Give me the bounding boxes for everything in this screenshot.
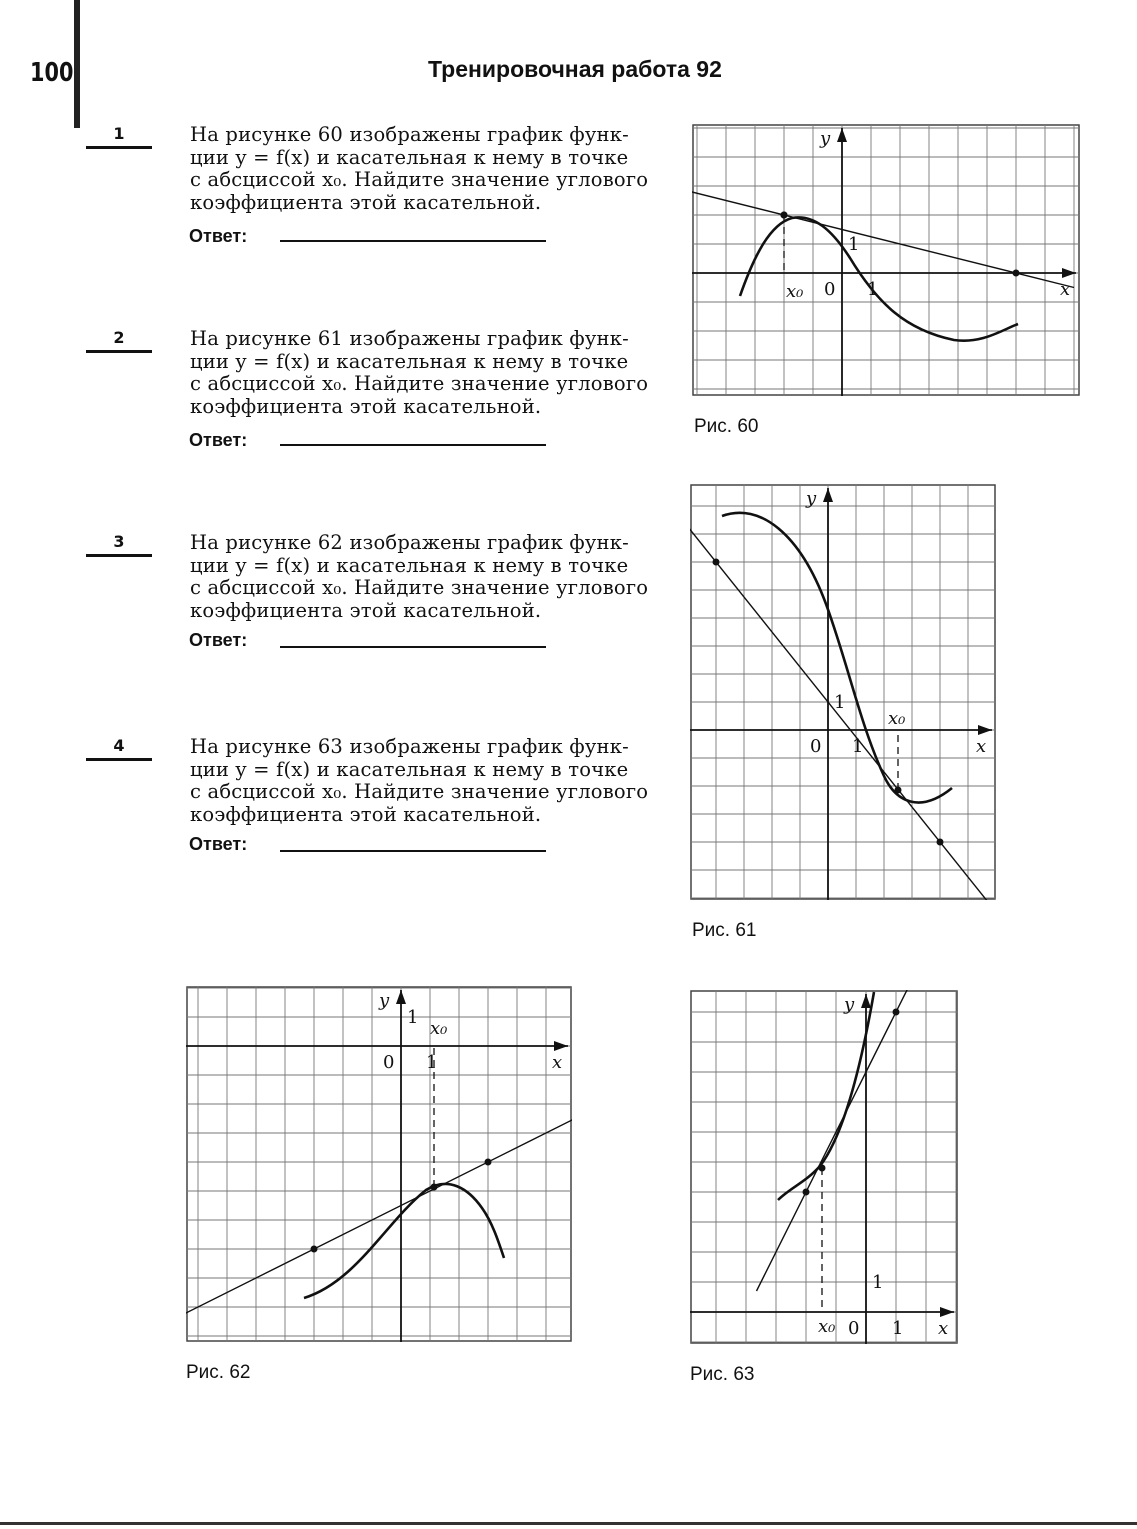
tangency-point <box>819 1165 826 1172</box>
x-axis-arrow <box>978 725 992 735</box>
task-number: 1 <box>86 124 152 149</box>
x-axis-label: x <box>1060 279 1071 300</box>
text-line: ции y = f(x) и касательная к нему в точке <box>190 757 629 781</box>
y-axis-arrow <box>396 990 406 1004</box>
text-line: На рисунке 63 изображены график функ- <box>190 735 629 758</box>
task-text <box>190 124 668 214</box>
x-axis-label: x <box>552 1052 563 1073</box>
text-line: с абсциссой x₀. Найдите значение углового <box>190 372 649 396</box>
figure-61 <box>690 484 996 900</box>
text-line: На рисунке 60 изображены график функ- <box>190 123 629 146</box>
task-number: 4 <box>86 736 152 761</box>
text-line: На рисунке 62 изображены график функ- <box>190 531 629 554</box>
y-axis-arrow <box>823 488 833 502</box>
tangent-point <box>803 1189 810 1196</box>
answer-label: Ответ: <box>189 430 248 450</box>
tangency-point <box>781 212 788 219</box>
origin-label: 0 <box>848 1318 860 1339</box>
text-line: с абсциссой x₀. Найдите значение углового <box>190 576 649 600</box>
unit-y-label: 1 <box>407 1007 419 1028</box>
tangent-point <box>485 1159 492 1166</box>
figure-63 <box>690 990 958 1344</box>
figure-caption: Рис. 62 <box>186 1362 251 1383</box>
tangent-point <box>893 1009 900 1016</box>
y-axis-label: y <box>844 994 855 1015</box>
x0-label: x₀ <box>818 1316 836 1337</box>
x-axis-arrow <box>554 1041 568 1051</box>
y-axis-arrow <box>861 994 871 1008</box>
page-spine <box>74 0 80 128</box>
function-curve <box>740 217 1018 340</box>
text-line: ции y = f(x) и касательная к нему в точке <box>190 349 629 373</box>
bottom-rule <box>0 1522 1137 1525</box>
origin-label: 0 <box>824 279 836 300</box>
figure-caption: Рис. 60 <box>694 416 759 437</box>
answer-field[interactable] <box>280 240 546 242</box>
tangent-point <box>713 559 720 566</box>
unit-x-label: 1 <box>426 1052 438 1073</box>
x-axis-label: x <box>976 736 987 757</box>
task-text <box>190 328 668 418</box>
y-axis-label: y <box>806 488 817 509</box>
unit-x-label: 1 <box>867 279 879 300</box>
answer-label: Ответ: <box>189 226 248 246</box>
function-curve <box>778 992 874 1200</box>
answer-label: Ответ: <box>189 630 248 650</box>
task-text <box>190 736 668 826</box>
grid-frame <box>187 987 571 1341</box>
text-line: ции y = f(x) и касательная к нему в точке <box>190 145 629 169</box>
task-number: 2 <box>86 328 152 353</box>
text-line: коэффициента этой касательной. <box>190 394 542 418</box>
tangency-point <box>431 1184 438 1191</box>
text-line: На рисунке 61 изображены график функ- <box>190 327 629 350</box>
text-line: коэффициента этой касательной. <box>190 598 542 622</box>
figure-60 <box>692 124 1080 396</box>
function-curve <box>722 513 952 803</box>
tangent-line <box>186 1110 572 1328</box>
figure-caption: Рис. 63 <box>690 1364 755 1385</box>
text-line: с абсциссой x₀. Найдите значение углового <box>190 780 649 804</box>
figure-62 <box>186 986 572 1342</box>
x-axis-arrow <box>940 1307 954 1317</box>
x0-label: x₀ <box>430 1018 448 1039</box>
page-title: Тренировочная работа 92 <box>428 56 722 82</box>
origin-label: 0 <box>383 1052 395 1073</box>
task-number: 3 <box>86 532 152 557</box>
tangency-point <box>895 787 902 794</box>
y-axis-label: y <box>820 128 831 149</box>
unit-x-label: 1 <box>852 736 864 757</box>
tangent-point <box>937 839 944 846</box>
answer-field[interactable] <box>280 444 546 446</box>
unit-y-label: 1 <box>848 234 860 255</box>
x0-label: x₀ <box>786 281 804 302</box>
page-number: 100 <box>30 58 74 88</box>
figure-caption: Рис. 61 <box>692 920 757 941</box>
answer-field[interactable] <box>280 646 546 648</box>
function-curve <box>304 1184 504 1298</box>
y-axis-arrow <box>837 128 847 142</box>
x-axis-label: x <box>938 1318 949 1339</box>
tangent-line <box>757 990 928 1291</box>
tangent-point <box>311 1246 318 1253</box>
y-axis-label: y <box>379 990 390 1011</box>
unit-y-label: 1 <box>834 692 846 713</box>
answer-field[interactable] <box>280 850 546 852</box>
text-line: ции y = f(x) и касательная к нему в точке <box>190 553 629 577</box>
unit-y-label: 1 <box>872 1272 884 1293</box>
x0-label: x₀ <box>888 708 906 729</box>
grid-frame <box>693 125 1079 395</box>
unit-x-label: 1 <box>892 1318 904 1339</box>
text-line: с абсциссой x₀. Найдите значение углового <box>190 168 649 192</box>
text-line: коэффициента этой касательной. <box>190 190 542 214</box>
answer-label: Ответ: <box>189 834 248 854</box>
origin-label: 0 <box>810 736 822 757</box>
task-text <box>190 532 668 622</box>
text-line: коэффициента этой касательной. <box>190 802 542 826</box>
tangent-point <box>1013 270 1020 277</box>
